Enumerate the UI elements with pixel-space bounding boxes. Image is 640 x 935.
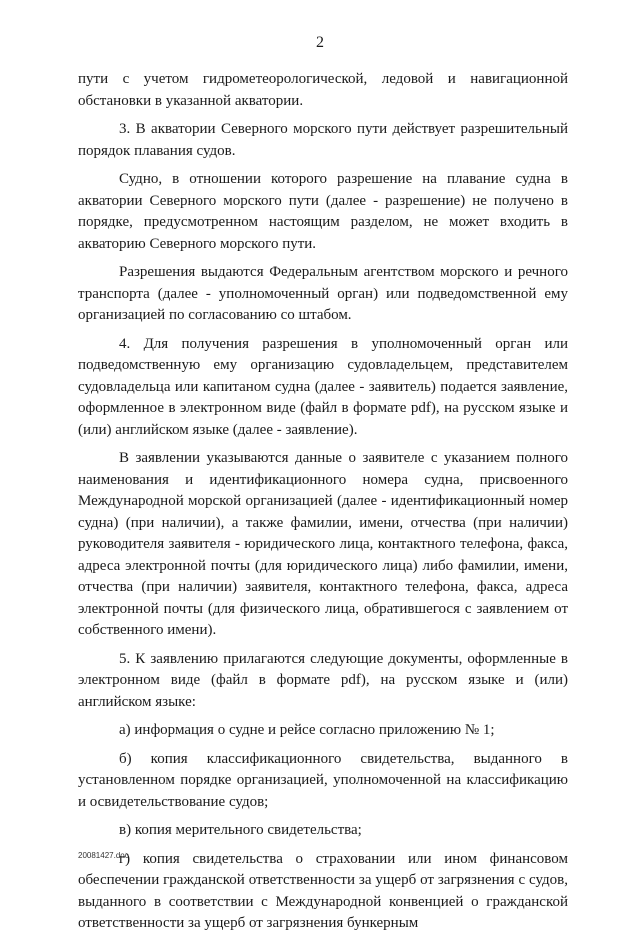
paragraph-item-5: 5. К заявлению прилагаются следующие документы, оформленные в электронном виде (файл в формате pdf), на русском языке и (или) английском языке: xyxy=(78,650,568,710)
list-item-b: б) копия классификационного свидетельства, выданного в установленном порядке организацией, уполномоченной на классификацию и освидетельствование судов; xyxy=(78,750,568,810)
paragraph-application-contents: В заявлении указываются данные о заявителе с указанием полного наименования и идентификационного номера судна, присвоенного Международной морской организацией (далее - идентификационный номер судна) (при наличии), а также фамилии, имени, отчества (при наличии) руководителя заявителя - юридического лица, контактного телефона, факса, адреса электронной почты (для юридического лица) либо фамилии, имени, отчества (при наличии) заявителя, контактного телефона, факса, адреса электронной почты (для физического лица, обратившегося с заявлением от собственного имени). xyxy=(78,450,568,638)
paragraph-permits-issued: Разрешения выдаются Федеральным агентством морского и речного транспорта (далее - уполномоченный орган) или подведомственной ему организацией по согласованию со штабом. xyxy=(78,264,568,323)
paragraph-item-3: 3. В акватории Северного морского пути действует разрешительный порядок плавания судов. xyxy=(78,121,568,159)
footer-filename: 20081427.doc xyxy=(78,851,129,860)
list-item-a: а) информация о судне и рейсе согласно приложению № 1; xyxy=(119,722,495,738)
page-number: 2 xyxy=(316,34,324,51)
paragraph-item-4: 4. Для получения разрешения в уполномоченный орган или подведомственную ему организацию судовладельцем, представителем судовладельца или капитаном судна (далее - заявитель) подается заявление, оформленное в электронном виде (файл в формате pdf), на русском языке и (или) английском языке (далее - заявление). xyxy=(78,335,568,438)
list-item-v: в) копия мерительного свидетельства; xyxy=(119,822,362,838)
paragraph-vessel-permission: Судно, в отношении которого разрешение на плавание судна в акватории Северного морского пути (далее - разрешение) не получено в порядке, предусмотренном настоящим разделом, не может входить в акваторию Северного морского пути. xyxy=(78,171,568,252)
document-body xyxy=(78,69,568,935)
list-item-g: г) копия свидетельства о страховании или ином финансовом обеспечении гражданской ответственности за ущерб от загрязнения с судов, выданного в соответствии с Международной конвенцией о гражданской ответственности за ущерб от загрязнения бункерным xyxy=(78,850,568,931)
paragraph-continuation: пути с учетом гидрометеорологической, ледовой и навигационной обстановки в указанной акватории. xyxy=(78,71,568,109)
